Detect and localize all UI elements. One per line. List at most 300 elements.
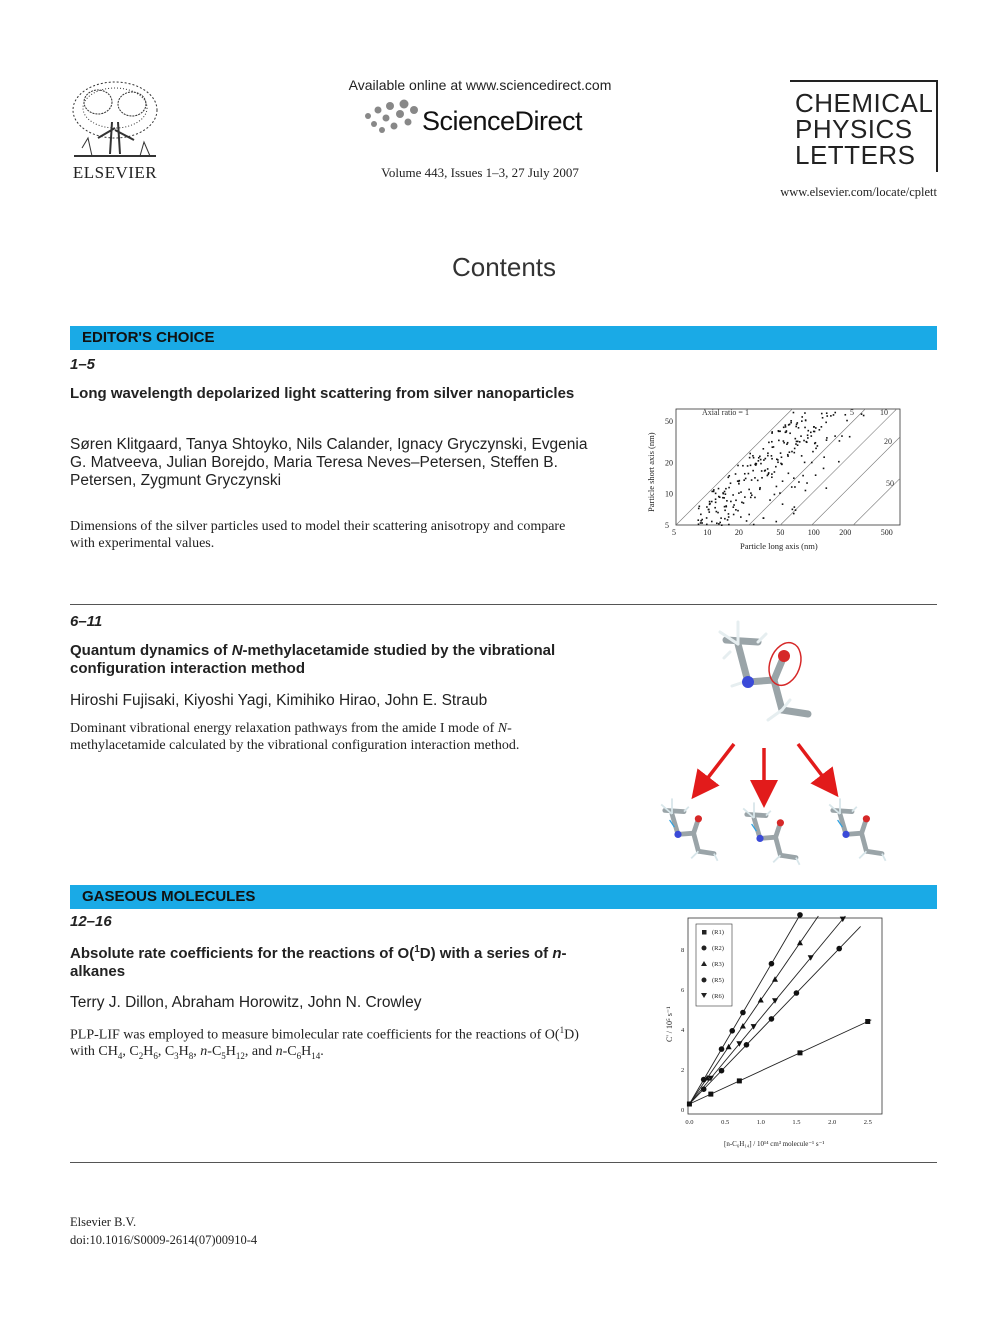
scatter-point — [752, 470, 754, 472]
abstract-fragment: 6 — [296, 1050, 302, 1061]
scatter-point — [727, 477, 729, 479]
figure-rate-plot — [660, 912, 890, 1152]
data-point — [687, 1102, 692, 1107]
article-title-link[interactable] — [70, 642, 590, 678]
scatter-point — [839, 440, 841, 442]
footer-doi[interactable]: doi:10.1016/S0009-2614(07)00910-4 — [70, 1233, 258, 1247]
journal-title — [795, 90, 940, 168]
scatter-point — [798, 427, 800, 429]
scatter-point — [716, 511, 718, 513]
scatter-point — [709, 501, 711, 503]
scatter-point — [767, 475, 769, 477]
scatter-point — [737, 465, 739, 467]
axial-ratio-line — [676, 409, 792, 525]
scatter-point — [726, 500, 728, 502]
scatter-point — [793, 412, 795, 414]
scatter-point — [725, 505, 727, 507]
available-online-text[interactable]: Available online at www.sciencedirect.com — [348, 77, 612, 93]
tick-label-y: 20 — [665, 458, 673, 468]
scatter-point — [800, 435, 802, 437]
scatter-point — [742, 465, 744, 467]
scatter-point — [717, 512, 719, 514]
scatter-point — [700, 522, 702, 524]
scatter-point — [810, 432, 812, 434]
scatter-point — [794, 438, 796, 440]
scatter-point — [794, 448, 796, 450]
scatter-point — [751, 494, 753, 496]
scatter-point — [812, 451, 814, 453]
arrow-right — [798, 744, 830, 786]
data-point — [797, 940, 803, 946]
journal-title-line: PHYSICS — [795, 114, 913, 144]
volume-info: Volume 443, Issues 1–3, 27 July 2007 — [381, 165, 579, 180]
data-point — [740, 1010, 746, 1016]
scatter-point — [783, 440, 785, 442]
title-text: -alkanes — [70, 945, 567, 980]
axial-ratio-line — [749, 409, 865, 525]
scatter-point — [758, 457, 760, 459]
divider — [70, 1162, 937, 1163]
tick-label-y: 50 — [665, 416, 673, 426]
data-point — [740, 1023, 746, 1029]
scatter-point — [735, 473, 737, 475]
abstract-fragment: n — [275, 1044, 283, 1060]
scatter-point — [728, 516, 730, 518]
abstract-fragment: 5 — [221, 1050, 226, 1061]
scatter-point — [759, 456, 761, 458]
scatter-point — [760, 459, 762, 461]
scatter-point — [771, 441, 773, 443]
scatter-point — [801, 420, 803, 422]
scatter-point — [815, 474, 817, 476]
scatter-point — [789, 451, 791, 453]
scatter-point — [730, 501, 732, 503]
figure-molecule-pathways — [650, 612, 900, 884]
abstract-fragment: 12 — [235, 1050, 245, 1061]
scatter-point — [796, 424, 798, 426]
divider — [70, 604, 937, 605]
scatter-point — [807, 430, 809, 432]
scatter-point — [730, 482, 732, 484]
fit-line — [689, 916, 799, 1104]
tick-label-y: 6 — [681, 987, 685, 994]
scatter-point — [846, 420, 848, 422]
scatter-point — [815, 427, 817, 429]
scatter-point — [803, 440, 805, 442]
scatter-point — [768, 442, 770, 444]
tick-label-x: 0.5 — [721, 1119, 730, 1126]
scatter-point — [834, 412, 836, 414]
data-point — [744, 1042, 750, 1048]
data-point — [737, 1078, 742, 1083]
abstract-fragment: H — [301, 1044, 312, 1060]
scatter-point — [804, 412, 806, 414]
scatter-point — [841, 435, 843, 437]
scatter-point — [706, 524, 708, 526]
article-title-link[interactable]: Long wavelength depolarized light scattering from silver nanoparticles — [70, 385, 575, 402]
footer-publisher: Elsevier B.V. — [70, 1215, 137, 1229]
scatter-point — [825, 487, 827, 489]
scatter-point — [805, 490, 807, 492]
scatter-point — [790, 420, 792, 422]
abstract-fragment: , and — [244, 1044, 276, 1060]
scatter-point — [823, 468, 825, 470]
scatter-point — [711, 491, 713, 493]
scatter-point — [715, 493, 717, 495]
legend-label: (R2) — [712, 945, 724, 952]
scatter-point — [740, 491, 742, 493]
scatter-point — [751, 479, 753, 481]
scatter-point — [711, 501, 713, 503]
abstract-fragment: . — [320, 1044, 324, 1060]
scatter-point — [826, 439, 828, 441]
scatter-point — [733, 504, 735, 506]
scatter-point — [763, 448, 765, 450]
scatter-point — [728, 513, 730, 515]
scatter-point — [744, 496, 746, 498]
scatter-point — [719, 522, 721, 524]
scatter-point — [804, 462, 806, 464]
data-point — [758, 997, 764, 1003]
data-point — [719, 1068, 725, 1074]
scatter-point — [771, 432, 773, 434]
scatter-point — [738, 492, 740, 494]
section-bar-gaseous-molecules — [70, 885, 937, 909]
scatter-point — [817, 445, 819, 447]
abstract-fragment: , C — [157, 1044, 175, 1060]
scatter-point — [756, 463, 758, 465]
scatter-point — [757, 480, 759, 482]
legend-label: (R6) — [712, 993, 724, 1000]
data-point — [701, 1086, 707, 1092]
scatter-point — [794, 486, 796, 488]
scatter-point — [772, 446, 774, 448]
abstract-fragment: , C — [122, 1044, 139, 1060]
scatter-point — [758, 460, 760, 462]
scatter-point — [826, 437, 828, 439]
molecule-small — [743, 802, 799, 864]
tick-label-x: 10 — [703, 528, 712, 537]
article-abstract: Dimensions of the silver particles used to model their scattering anisotropy and compare with experimental values. — [70, 519, 566, 551]
data-point — [726, 1044, 732, 1050]
scatter-point — [833, 414, 835, 416]
scatter-point — [743, 479, 745, 481]
scatter-point — [750, 497, 752, 499]
journal-title-line: LETTERS — [795, 140, 916, 170]
scatter-point — [724, 510, 726, 512]
scatter-point — [706, 517, 708, 519]
scatter-point — [777, 459, 779, 461]
scatter-point — [740, 516, 742, 518]
scatter-point — [767, 452, 769, 454]
data-point — [729, 1028, 735, 1034]
data-point — [836, 946, 842, 952]
abstract-italic: N — [497, 721, 508, 736]
molecule-small — [829, 798, 885, 860]
scatter-point — [718, 523, 720, 525]
scatter-point — [701, 519, 703, 521]
axis-label-x: Particle long axis (nm) — [740, 541, 818, 551]
scatter-point — [834, 435, 836, 437]
scatter-point — [754, 497, 756, 499]
article-pages[interactable]: 12–16 — [70, 913, 112, 930]
scatter-point — [727, 519, 729, 521]
article-abstract — [70, 1022, 590, 1064]
scatter-point — [805, 419, 807, 421]
scatter-point — [754, 477, 756, 479]
scatter-point — [721, 524, 723, 526]
scatter-point — [719, 496, 721, 498]
scatter-point — [767, 455, 769, 457]
tick-label-y: 10 — [665, 489, 673, 499]
scatter-point — [706, 506, 708, 508]
scatter-point — [753, 457, 755, 459]
scatter-point — [733, 514, 735, 516]
tick-label-x: 0.0 — [685, 1119, 694, 1126]
scatter-point — [777, 461, 779, 463]
legend-label: (R5) — [712, 977, 724, 984]
scatter-point — [779, 492, 781, 494]
tick-label-x: 1.0 — [756, 1119, 765, 1126]
scatter-point — [708, 511, 710, 513]
article-pages[interactable]: 1–5 — [70, 356, 96, 373]
abstract-fragment: 4 — [117, 1050, 123, 1061]
data-point — [708, 1092, 713, 1097]
sciencedirect-logo[interactable] — [360, 98, 620, 142]
scatter-point — [759, 488, 761, 490]
article-title-link[interactable] — [70, 941, 590, 981]
scatter-point — [792, 509, 794, 511]
abstract-fragment: , — [193, 1044, 201, 1060]
scatter-point — [826, 412, 828, 414]
scatter-point — [786, 443, 788, 445]
fit-line — [689, 926, 860, 1104]
tick-label-y: 8 — [681, 947, 685, 954]
scatter-point — [849, 436, 851, 438]
scatter-point — [783, 427, 785, 429]
scatter-point — [718, 488, 720, 490]
scatter-point — [802, 475, 804, 477]
scatter-point — [769, 499, 771, 501]
scatter-point — [748, 514, 750, 516]
scatter-point — [774, 494, 776, 496]
scatter-point — [732, 494, 734, 496]
scatter-point — [795, 509, 797, 511]
abstract-fragment: n — [200, 1044, 208, 1060]
scatter-point — [724, 518, 726, 520]
scatter-point — [720, 517, 722, 519]
scatter-point — [724, 506, 726, 508]
scatter-point — [715, 502, 717, 504]
axis-label-y: C' / 10⁵ s⁻¹ — [665, 1006, 674, 1042]
scatter-point — [797, 422, 799, 424]
scatter-point — [780, 452, 782, 454]
ratio-label: 5 — [850, 408, 854, 417]
scatter-point — [810, 435, 812, 437]
data-point — [794, 990, 800, 996]
scatter-point — [787, 442, 789, 444]
scatter-point — [795, 443, 797, 445]
scatter-point — [863, 415, 865, 417]
scatter-point — [746, 520, 748, 522]
legend-marker — [701, 993, 707, 998]
journal-frame-top — [790, 80, 938, 82]
data-point — [797, 1050, 802, 1055]
scatter-point — [752, 455, 754, 457]
scatter-point — [744, 473, 746, 475]
tick-label-x: 20 — [734, 528, 743, 537]
scatter-point — [821, 426, 823, 428]
scatter-point — [786, 430, 788, 432]
abstract-fragment: 1 — [559, 1025, 565, 1035]
scatter-point — [775, 466, 777, 468]
article-authors: Søren Klitgaard, Tanya Shtoyko, Nils Calander, Ignacy Gryczynski, Evgenia G. Matveeva, Julian Borejdo, Maria Teresa Neves–Petersen, Steffen B. Petersen, Zygmunt Gryczynski — [70, 436, 588, 489]
scatter-point — [735, 509, 737, 511]
scatter-point — [821, 413, 823, 415]
data-point — [769, 1016, 775, 1022]
scatter-point — [771, 473, 773, 475]
scatter-point — [771, 458, 773, 460]
molecule-small — [661, 798, 717, 860]
scatter-point — [763, 517, 765, 519]
scatter-point — [775, 521, 777, 523]
scatter-point — [781, 456, 783, 458]
scatter-point — [804, 427, 806, 429]
title-sup: 1 — [414, 944, 420, 955]
scatter-point — [728, 475, 730, 477]
article-pages[interactable]: 6–11 — [70, 613, 103, 630]
title-text: -methylacetamide studied by the vibrational configuration interaction method — [70, 642, 556, 677]
data-point — [719, 1046, 725, 1052]
scatter-point — [761, 470, 763, 472]
scatter-point — [788, 472, 790, 474]
scatter-point — [741, 502, 743, 504]
scatter-point — [771, 476, 773, 478]
abstract-fragment: -C — [207, 1044, 222, 1060]
scatter-point — [813, 426, 815, 428]
scatter-point — [782, 480, 784, 482]
scatter-point — [748, 489, 750, 491]
scatter-point — [791, 451, 793, 453]
scatter-point — [711, 521, 713, 523]
article-authors: Hiroshi Fujisaki, Kiyoshi Yagi, Kimihiko Hirao, John E. Straub — [70, 692, 488, 709]
scatter-point — [782, 503, 784, 505]
abstract-fragment: -C — [282, 1044, 297, 1060]
scatter-point — [779, 430, 781, 432]
axial-ratio-line — [780, 409, 896, 525]
scatter-point — [708, 509, 710, 511]
scatter-point — [806, 441, 808, 443]
axis-label-y: Particle short axis (nm) — [646, 432, 656, 512]
legend-label: (R3) — [712, 961, 724, 968]
scatter-point — [767, 468, 769, 470]
journal-url-link[interactable]: www.elsevier.com/locate/cplett — [780, 185, 937, 199]
scatter-point — [749, 453, 751, 455]
tick-label-x: 5 — [672, 528, 676, 537]
scatter-point — [700, 514, 702, 516]
scatter-point — [748, 473, 750, 475]
scatter-point — [815, 448, 817, 450]
tick-label-x: 50 — [776, 528, 785, 537]
scatter-point — [764, 470, 766, 472]
scatter-point — [725, 493, 727, 495]
tick-label-y: 0 — [681, 1107, 685, 1114]
scatter-point — [768, 472, 770, 474]
scatter-point — [830, 415, 832, 417]
scatter-point — [793, 513, 795, 515]
tick-label-y: 2 — [681, 1067, 685, 1074]
scatter-point — [716, 522, 718, 524]
data-point — [772, 976, 778, 982]
scatter-point — [743, 502, 745, 504]
scatter-point — [790, 422, 792, 424]
scatter-point — [713, 489, 715, 491]
scatter-point — [728, 524, 730, 526]
scatter-point — [765, 458, 767, 460]
tick-label-x: 200 — [839, 528, 852, 537]
scatter-point — [753, 524, 755, 526]
scatter-point — [788, 424, 790, 426]
scatter-point — [698, 523, 700, 525]
scatter-point — [797, 441, 799, 443]
section-bar-editors-choice — [70, 326, 937, 350]
abstract-fragment: H — [143, 1044, 154, 1060]
data-point — [797, 912, 803, 918]
abstract-fragment: 8 — [188, 1050, 194, 1061]
tick-label-x: 2.5 — [863, 1119, 872, 1126]
scatter-point — [728, 487, 730, 489]
arrow-left — [700, 744, 734, 788]
scatter-point — [787, 455, 789, 457]
fit-line — [689, 1020, 871, 1104]
scatter-point — [761, 477, 763, 479]
scatter-point — [722, 497, 724, 499]
abstract-fragment: D) with CH — [70, 1027, 579, 1060]
scatter-point — [738, 483, 740, 485]
section-label: EDITOR'S CHOICE — [82, 329, 215, 346]
scatter-point — [789, 432, 791, 434]
scatter-point — [819, 429, 821, 431]
abstract-fragment: 3 — [174, 1050, 179, 1061]
scatter-point — [725, 488, 727, 490]
scatter-point — [845, 414, 847, 416]
tick-label-x: 1.5 — [792, 1119, 801, 1126]
legend-marker — [702, 978, 707, 983]
scatter-point — [785, 426, 787, 428]
scatter-point — [784, 424, 786, 426]
abstract-fragment: H — [178, 1044, 189, 1060]
scatter-point — [778, 440, 780, 442]
scatter-point — [701, 522, 703, 524]
scatter-point — [714, 507, 716, 509]
title-text: Quantum dynamics of — [70, 642, 232, 659]
abstract-fragment: H — [225, 1044, 236, 1060]
scatter-point — [722, 492, 724, 494]
scatter-point — [699, 506, 701, 508]
scatter-point — [793, 477, 795, 479]
scatter-point — [774, 471, 776, 473]
title-italic: n — [552, 945, 562, 962]
molecule-large — [720, 622, 808, 720]
journal-title-line: CHEMICAL — [795, 88, 934, 118]
title-text: Absolute rate coefficients for the reactions of O( — [70, 945, 415, 962]
legend-marker — [702, 946, 707, 951]
scatter-point — [724, 491, 726, 493]
scatter-point — [735, 499, 737, 501]
scatter-point — [698, 508, 700, 510]
scatter-point — [738, 481, 740, 483]
title-text: D) with a series of — [419, 945, 553, 962]
